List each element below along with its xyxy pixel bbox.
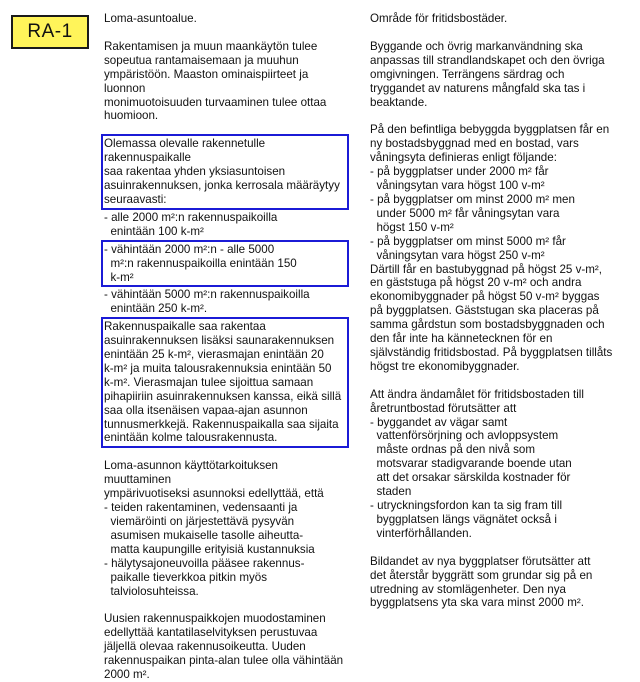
fi-conditions: Loma-asunnon käyttötarkoituksen muuttaminen ympärivuotiseksi asunnoksi edellyttää, että - teiden rakentaminen, vedensaanti ja viemäröinti on järjestettävä pysyvän asumisen mukaiselle tasolle aiheutta- matta kaupungille erityisiä kustannuksia - hälytysajoneuvoilla pääsee rakennus- paikalle tieverkkoa pitkin myös talviolosuhteissa. [104, 459, 324, 598]
fi-highlight-box-2: - vähintään 2000 m²:n - alle 5000 m²:n rakennuspaikoilla enintään 150 k-m² [104, 243, 346, 285]
sv-title: Område för fritidsbostäder. [370, 12, 508, 25]
fi-highlight-box-3: Rakennuspaikalle saa rakentaa asuinrakennuksen lisäksi saunarakennuksen enintään 25 k-m², vierasmajan enintään 20 k-m² ja muita talousrakennuksia enintään 50 k-m². Vierasmajan tulee sijoittua samaan pihapiiriin asuinrakennuksen kanssa, eikä sillä saa olla itsenäisen vapaa-ajan asunnon tunnusmerkkejä. Rakennuspaikalla saa sijaita enintään kolme talousrakennusta. [104, 320, 346, 445]
zone-code-label: RA-1 [27, 21, 73, 42]
fi-item-under-2000: - alle 2000 m²:n rakennuspaikoilla enintään 100 k-m² [104, 210, 278, 238]
fi-item-over-5000: - vähintään 5000 m²:n rakennuspaikoilla enintään 250 k-m². [104, 288, 310, 316]
zone-code-badge [11, 15, 89, 49]
finnish-column [104, 12, 346, 682]
fi-intro: Rakentamisen ja muun maankäytön tulee sopeutua rantamaisemaan ja muuhun ympäristöön. Maaston ominaispiirteet ja luonnon monimuotoisuuden turvaaminen tulee ottaa huomioon. [104, 39, 327, 123]
sv-subdivision: Bildandet av nya byggplatser förutsätter att det återstår byggrätt som grundar sig på en utredning av stomlägenheter. Den nya byggplatsens yta ska vara minst 2000 m². [370, 554, 593, 610]
fi-highlight-box-1: Olemassa olevalle rakennetulle rakennuspaikalle saa rakentaa yhden yksiasuntoisen asuinrakennuksen, jonka kerrosala määräytyy seuraavasti: [104, 137, 346, 207]
fi-subdivision: Uusien rakennuspaikkojen muodostaminen edellyttää kantatilaselvityksen perustuvaa jäljellä olevaa rakennusoikeutta. Uuden rakennuspaikan pinta-alan tulee olla vähintään 2000 m². [104, 612, 344, 682]
sv-intro: Byggande och övrig markanvändning ska anpassas till strandlandskapet och den övriga omgivningen. Terrängens särdrag och tryggandet av naturens mångfald ska tas i beaktande. [370, 39, 605, 109]
sv-conditions: Att ändra ändamålet för fritidsbostaden till åretruntbostad förutsätter att - byggandet av vägar samt vattenförsörjning och avloppsystem måste ordnas på den nivå som motsvarar stadigvarande boende utan att det orsakar särskilda kostnader för staden - utryckningsfordon kan ta sig fram till byggplatsen längs vägnätet också i vinterförhållanden. [370, 387, 584, 540]
swedish-column [370, 12, 634, 610]
fi-title: Loma-asuntoalue. [104, 12, 197, 25]
sv-rules: På den befintliga bebyggda byggplatsen får en ny bostadsbyggnad med en bostad, vars våningsyta definieras enligt följande: - på byggplatser under 2000 m² får våningsytan vara högst 100 v-m² - på byggplatser om minst 2000 m² men under 5000 m² får våningsytan vara högst 150 v-m² - på byggplatser om minst 5000 m² får våningsytan vara högst 250 v-m² Därtill får en bastubyggnad på högst 25 v-m², en gäststuga på högst 20 v-m² och andra ekonomibyggnader på högst 50 v-m² byggas på byggplatsen. Gäststugan ska placeras på samma gårdstun som bostadsbyggnaden och den får inte ha kännetecknen för en självständig fritidsbostad. På byggplatsen tillåts högst tre ekonomibyggnader. [370, 123, 613, 373]
